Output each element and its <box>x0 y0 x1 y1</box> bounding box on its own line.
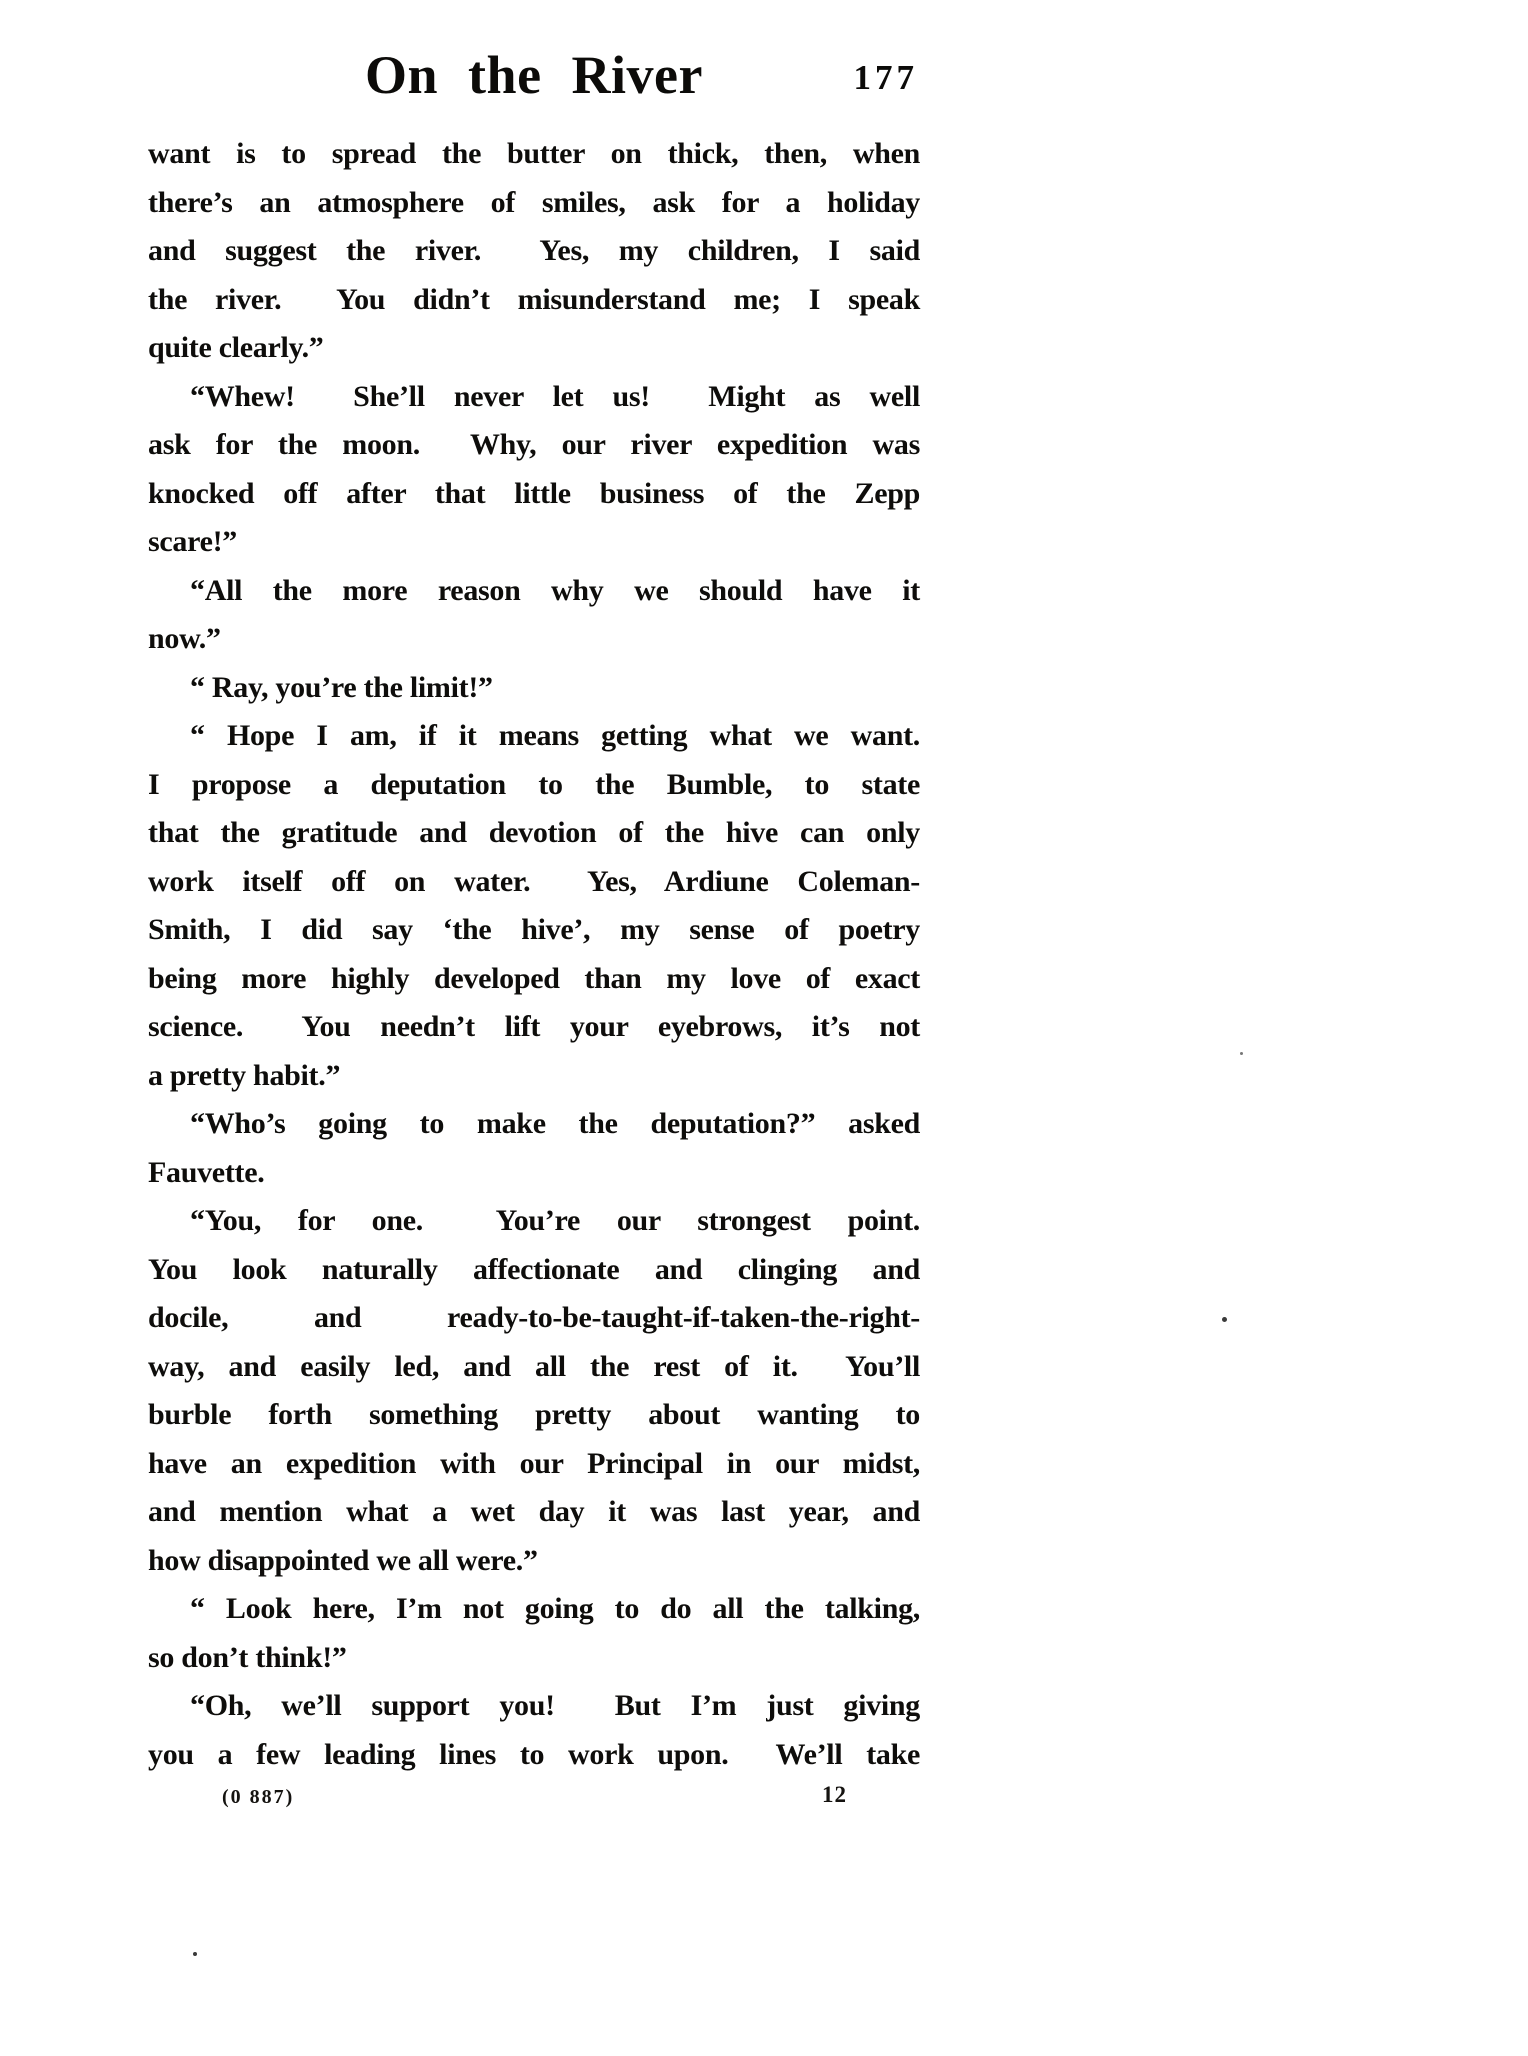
text-line: the river. You didn’t misunderstand me; I speak <box>148 282 920 316</box>
text-line: science. You needn’t lift your eyebrows, it’s not <box>148 1010 920 1043</box>
text-line: “ Look here, I’m not going to do all the talking, <box>190 1592 920 1625</box>
printer-mark: (0 887) <box>222 1786 295 1808</box>
running-header <box>148 42 920 108</box>
text-line: way, and easily led, and all the rest of it. You’ll <box>148 1349 920 1383</box>
text-line: “Who’s going to make the deputation?” asked <box>190 1107 920 1140</box>
text-line: “All the more reason why we should have it <box>190 573 920 607</box>
page-number: 177 <box>853 58 918 97</box>
text-line: Smith, I did say ‘the hive’, my sense of poetry <box>148 913 920 946</box>
text-line: there’s an atmosphere of smiles, ask for a holiday <box>148 185 920 219</box>
text-line: you a few leading lines to work upon. We’ll take <box>148 1737 920 1771</box>
scan-speck <box>1240 1052 1243 1055</box>
text-line: how disappointed we all were.” <box>148 1543 538 1577</box>
text-line: work itself off on water. Yes, Ardiune Coleman- <box>148 864 920 898</box>
text-line: “Oh, we’ll support you! But I’m just giving <box>190 1689 920 1722</box>
text-line: quite clearly.” <box>148 331 324 364</box>
text-line: a pretty habit.” <box>148 1058 341 1092</box>
text-line: You look naturally affectionate and clinging and <box>148 1252 920 1286</box>
text-line: burble forth something pretty about wanting to <box>148 1398 920 1431</box>
signature-number: 12 <box>822 1782 847 1807</box>
text-line: “ Hope I am, if it means getting what we want. <box>190 719 920 752</box>
text-line: I propose a deputation to the Bumble, to state <box>148 767 920 801</box>
text-line: and suggest the river. Yes, my children, I said <box>148 234 920 267</box>
scan-speck <box>1222 1317 1227 1322</box>
body-text <box>148 130 920 1779</box>
text-line: knocked off after that little business of the Zepp <box>148 476 920 510</box>
page-column <box>148 0 920 1779</box>
scan-speck <box>193 1952 197 1956</box>
text-line: being more highly developed than my love of exact <box>148 961 920 995</box>
text-line: want is to spread the butter on thick, then, when <box>148 137 920 170</box>
text-line: scare!” <box>148 525 237 558</box>
text-line: now.” <box>148 622 221 655</box>
page-title: On the River <box>365 45 703 105</box>
text-line: “Whew! She’ll never let us! Might as well <box>190 379 920 413</box>
text-line: docile, and ready-to-be-taught-if-taken-the-right- <box>148 1301 920 1334</box>
text-line: “ Ray, you’re the limit!” <box>190 670 493 704</box>
text-line: ask for the moon. Why, our river expedition was <box>148 428 920 461</box>
text-line: “You, for one. You’re our strongest point. <box>190 1204 920 1237</box>
text-line: have an expedition with our Principal in our midst, <box>148 1446 920 1480</box>
text-line: that the gratitude and devotion of the hive can only <box>148 816 920 849</box>
text-line: so don’t think!” <box>148 1640 347 1674</box>
text-line: Fauvette. <box>148 1155 265 1189</box>
text-line: and mention what a wet day it was last year, and <box>148 1495 920 1528</box>
